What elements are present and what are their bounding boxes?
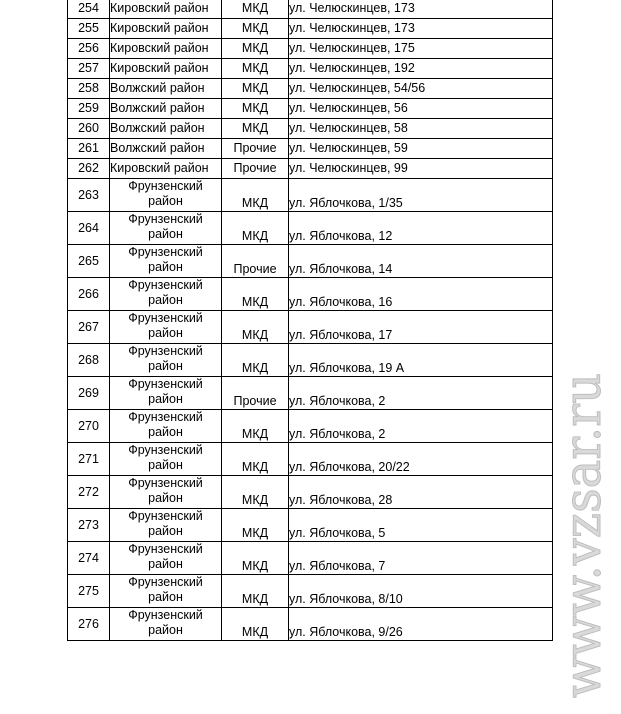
- table-row: [68, 19, 553, 39]
- row-number: 269: [68, 377, 110, 410]
- watermark-text: www.vzsar.ru: [554, 352, 613, 698]
- district-text: район: [148, 359, 183, 373]
- district-text: район: [148, 458, 183, 472]
- object-type-cell: Прочие: [222, 245, 289, 278]
- district-cell: [110, 139, 222, 159]
- district-text: район: [148, 260, 183, 274]
- row-number: 273: [68, 509, 110, 542]
- object-type-cell: МКД: [222, 542, 289, 575]
- row-number: 263: [68, 179, 110, 212]
- table-row: [68, 245, 553, 278]
- district-cell: [110, 179, 222, 212]
- district-text: Фрунзенский: [128, 212, 203, 226]
- address-cell: ул. Челюскинцев, 173: [289, 19, 553, 39]
- address-cell: ул. Яблочкова, 2: [289, 410, 553, 443]
- object-type-cell: МКД: [222, 410, 289, 443]
- table-row: [68, 139, 553, 159]
- address-table-body: [68, 0, 553, 641]
- district-text: Фрунзенский: [128, 476, 203, 490]
- address-cell: ул. Яблочкова, 8/10: [289, 575, 553, 608]
- table-row: [68, 59, 553, 79]
- district-text: Волжский район: [110, 141, 205, 155]
- table-row: [68, 0, 553, 19]
- address-cell: ул. Яблочкова, 7: [289, 542, 553, 575]
- address-cell: ул. Челюскинцев, 175: [289, 39, 553, 59]
- district-text: район: [148, 293, 183, 307]
- table-row: [68, 509, 553, 542]
- district-text: Фрунзенский: [128, 410, 203, 424]
- row-number: 262: [68, 159, 110, 179]
- address-cell: ул. Яблочкова, 9/26: [289, 608, 553, 641]
- district-cell: [110, 443, 222, 476]
- table-row: [68, 159, 553, 179]
- table-row: [68, 542, 553, 575]
- district-cell: [110, 99, 222, 119]
- object-type-cell: МКД: [222, 608, 289, 641]
- row-number: 259: [68, 99, 110, 119]
- address-cell: ул. Челюскинцев, 56: [289, 99, 553, 119]
- address-cell: ул. Яблочкова, 19 А: [289, 344, 553, 377]
- address-cell: ул. Челюскинцев, 59: [289, 139, 553, 159]
- object-type-cell: Прочие: [222, 139, 289, 159]
- address-cell: ул. Яблочкова, 12: [289, 212, 553, 245]
- object-type-cell: МКД: [222, 311, 289, 344]
- district-text: Фрунзенский: [128, 575, 203, 589]
- district-text: Фрунзенский: [128, 377, 203, 391]
- district-cell: [110, 59, 222, 79]
- table-row: [68, 311, 553, 344]
- row-number: 258: [68, 79, 110, 99]
- object-type-cell: МКД: [222, 509, 289, 542]
- district-cell: [110, 377, 222, 410]
- row-number: 275: [68, 575, 110, 608]
- address-cell: ул. Челюскинцев, 54/56: [289, 79, 553, 99]
- table-row: [68, 476, 553, 509]
- district-text: район: [148, 524, 183, 538]
- district-cell: [110, 608, 222, 641]
- row-number: 264: [68, 212, 110, 245]
- object-type-cell: МКД: [222, 99, 289, 119]
- district-cell: [110, 79, 222, 99]
- object-type-cell: МКД: [222, 79, 289, 99]
- district-cell: [110, 311, 222, 344]
- row-number: 268: [68, 344, 110, 377]
- district-cell: [110, 119, 222, 139]
- row-number: 257: [68, 59, 110, 79]
- district-text: район: [148, 227, 183, 241]
- district-text: Фрунзенский: [128, 179, 203, 193]
- object-type-cell: Прочие: [222, 377, 289, 410]
- district-text: Кировский район: [110, 1, 209, 15]
- row-number: 260: [68, 119, 110, 139]
- district-text: Волжский район: [110, 101, 205, 115]
- district-text: район: [148, 194, 183, 208]
- address-cell: ул. Яблочкова, 1/35: [289, 179, 553, 212]
- address-cell: ул. Челюскинцев, 192: [289, 59, 553, 79]
- watermark: [554, 352, 613, 698]
- table-row: [68, 278, 553, 311]
- table-row: [68, 39, 553, 59]
- district-cell: [110, 245, 222, 278]
- address-cell: ул. Челюскинцев, 99: [289, 159, 553, 179]
- district-text: Кировский район: [110, 61, 209, 75]
- object-type-cell: МКД: [222, 278, 289, 311]
- district-text: район: [148, 326, 183, 340]
- district-text: Фрунзенский: [128, 509, 203, 523]
- table-row: [68, 79, 553, 99]
- row-number: 274: [68, 542, 110, 575]
- object-type-cell: МКД: [222, 179, 289, 212]
- table-row: [68, 99, 553, 119]
- district-cell: [110, 344, 222, 377]
- table-row: [68, 575, 553, 608]
- object-type-cell: МКД: [222, 212, 289, 245]
- address-cell: ул. Яблочкова, 5: [289, 509, 553, 542]
- table-row: [68, 119, 553, 139]
- table-row: [68, 344, 553, 377]
- table-row: [68, 410, 553, 443]
- row-number: 256: [68, 39, 110, 59]
- address-cell: ул. Челюскинцев, 173: [289, 0, 553, 19]
- district-cell: [110, 159, 222, 179]
- district-text: Фрунзенский: [128, 278, 203, 292]
- district-cell: [110, 0, 222, 19]
- district-cell: [110, 509, 222, 542]
- district-text: район: [148, 557, 183, 571]
- address-cell: ул. Яблочкова, 17: [289, 311, 553, 344]
- address-cell: ул. Яблочкова, 14: [289, 245, 553, 278]
- district-cell: [110, 410, 222, 443]
- district-cell: [110, 19, 222, 39]
- district-text: Фрунзенский: [128, 311, 203, 325]
- object-type-cell: МКД: [222, 39, 289, 59]
- district-text: Кировский район: [110, 161, 209, 175]
- object-type-cell: МКД: [222, 0, 289, 19]
- row-number: 254: [68, 0, 110, 19]
- address-cell: ул. Яблочкова, 2: [289, 377, 553, 410]
- table-row: [68, 377, 553, 410]
- object-type-cell: МКД: [222, 575, 289, 608]
- row-number: 270: [68, 410, 110, 443]
- district-cell: [110, 575, 222, 608]
- row-number: 276: [68, 608, 110, 641]
- address-cell: ул. Яблочкова, 28: [289, 476, 553, 509]
- district-cell: [110, 278, 222, 311]
- address-cell: ул. Яблочкова, 20/22: [289, 443, 553, 476]
- district-cell: [110, 212, 222, 245]
- row-number: 266: [68, 278, 110, 311]
- district-text: район: [148, 491, 183, 505]
- district-text: Фрунзенский: [128, 542, 203, 556]
- district-cell: [110, 476, 222, 509]
- district-text: Кировский район: [110, 41, 209, 55]
- row-number: 271: [68, 443, 110, 476]
- row-number: 267: [68, 311, 110, 344]
- object-type-cell: МКД: [222, 59, 289, 79]
- district-text: район: [148, 425, 183, 439]
- district-text: Кировский район: [110, 21, 209, 35]
- object-type-cell: МКД: [222, 19, 289, 39]
- district-text: район: [148, 392, 183, 406]
- address-table: [67, 0, 553, 641]
- row-number: 272: [68, 476, 110, 509]
- address-cell: ул. Яблочкова, 16: [289, 278, 553, 311]
- district-text: Волжский район: [110, 81, 205, 95]
- table-row: [68, 608, 553, 641]
- object-type-cell: МКД: [222, 476, 289, 509]
- district-text: Фрунзенский: [128, 443, 203, 457]
- district-text: Волжский район: [110, 121, 205, 135]
- object-type-cell: Прочие: [222, 159, 289, 179]
- row-number: 261: [68, 139, 110, 159]
- table-row: [68, 179, 553, 212]
- district-text: Фрунзенский: [128, 245, 203, 259]
- district-cell: [110, 39, 222, 59]
- table-row: [68, 212, 553, 245]
- object-type-cell: МКД: [222, 344, 289, 377]
- address-cell: ул. Челюскинцев, 58: [289, 119, 553, 139]
- district-cell: [110, 542, 222, 575]
- row-number: 255: [68, 19, 110, 39]
- district-text: Фрунзенский: [128, 344, 203, 358]
- district-text: район: [148, 590, 183, 604]
- row-number: 265: [68, 245, 110, 278]
- object-type-cell: МКД: [222, 443, 289, 476]
- district-text: район: [148, 623, 183, 637]
- district-text: Фрунзенский: [128, 608, 203, 622]
- object-type-cell: МКД: [222, 119, 289, 139]
- table-row: [68, 443, 553, 476]
